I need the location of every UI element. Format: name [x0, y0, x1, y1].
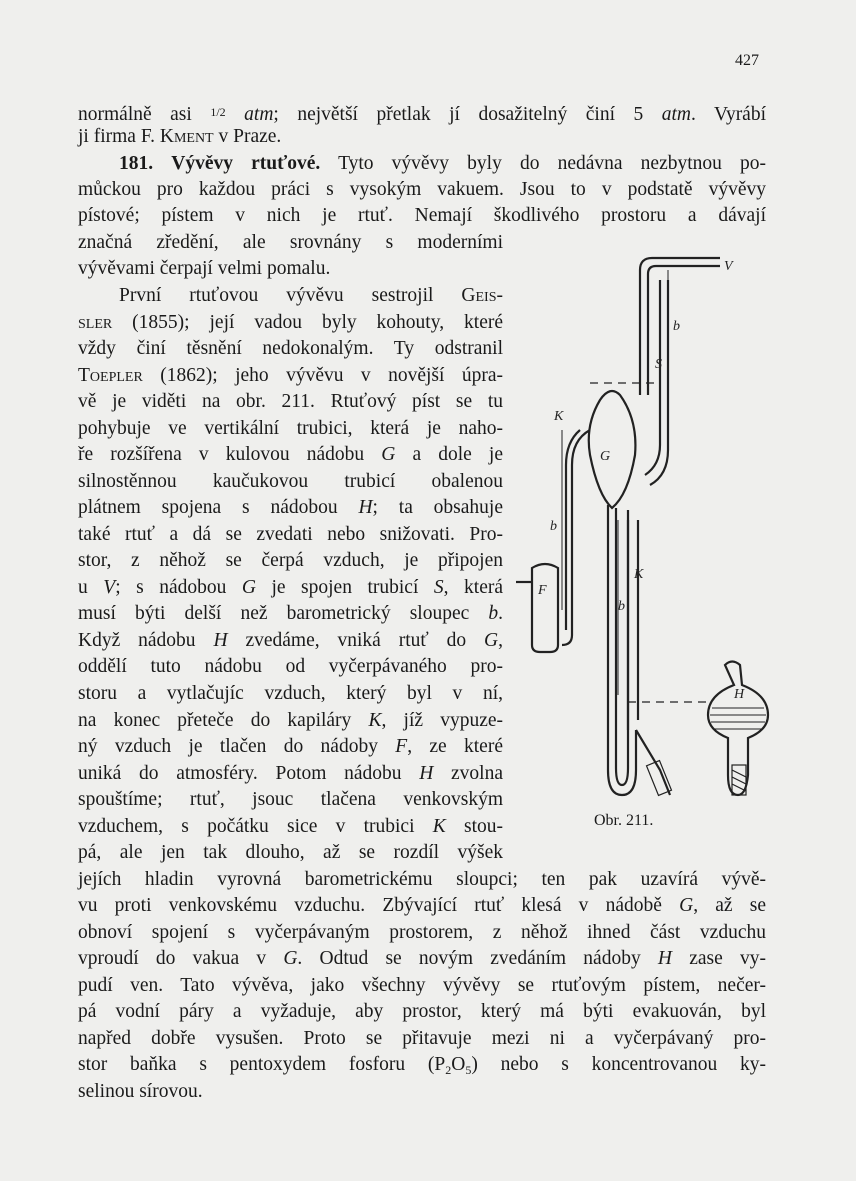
figure-toepler-pump: [510, 250, 810, 810]
figure-caption: Obr. 211.: [594, 812, 654, 829]
label-s: S: [655, 357, 662, 372]
text-line: pá, ale jen tak dlouho, až se rozdíl výšek: [78, 842, 503, 863]
text-line: také rtuť a dá se zvedati nebo snižovati. Pro-: [78, 524, 503, 545]
text-line: První rtuťovou vývěvu sestrojil Geis-: [119, 285, 503, 306]
text-line: pohybuje ve vertikální trubici, která je naho-: [78, 418, 503, 439]
text-line: vždy činí těsnění nedokonalým. Ty odstranil: [78, 338, 503, 359]
label-h: H: [734, 687, 745, 702]
section-heading-line: 181. Vývěvy rtuťové. Tyto vývěvy byly do nedávna nezbytnou po-: [119, 153, 767, 174]
text-line: musí býti delší než barometrický sloupec b.: [78, 603, 503, 624]
label-k-right: K: [634, 567, 644, 582]
text-line: napřed dobře vysušen. Proto se přitavuje mezi ni a vyčerpávaný pro-: [78, 1028, 766, 1049]
label-g: G: [600, 449, 611, 464]
text-line: pudí ven. Tato vývěva, jako všechny vývěvy se rtuťovým pístem, nečer-: [78, 975, 766, 996]
text-line: vproudí do vakua v G. Odtud se novým zvedáním nádoby H zase vy-: [78, 948, 766, 969]
label-v: V: [724, 259, 733, 274]
text-line: stor baňka s pentoxydem fosforu $(P_2O_5)$ nebo s koncentrovanou ky-: [78, 1054, 767, 1077]
text-line: pístové; pístem v nich je rtuť. Nemají škodlivého prostoru a dávají: [78, 205, 766, 226]
text-line: ný vzduch je tlačen do nádoby F, ze které: [78, 736, 503, 757]
pump-diagram: [510, 250, 810, 810]
text-line: Když nádobu H zvedáme, vniká rtuť do G,: [78, 630, 503, 651]
text-line: můckou pro každou práci s vysokým vakuem. Jsou to v podstatě vývěvy: [78, 179, 766, 200]
text-line: pá vodní páry a vyžaduje, aby prostor, který má býti evakuován, byl: [78, 1001, 766, 1022]
label-b-top: b: [673, 319, 680, 334]
label-k-left: K: [554, 409, 564, 424]
text-line: vzduchem, s počátku sice v trubici K stou-: [78, 816, 504, 837]
text-line: silnostěnnou kaučukovou trubicí obalenou: [78, 471, 503, 492]
text-line: ře rozšířena v kulovou nádobu G a dole je: [78, 444, 503, 465]
text-line: značná zředění, ale srovnány s moderními: [78, 232, 503, 253]
text-line: jejích hladin vyrovná barometrickému sloupci; ten pak uzavírá vývě-: [78, 869, 766, 890]
text-line: storu a vytlačujíc vzduch, který byl v ní,: [78, 683, 503, 704]
page-number: 427: [735, 52, 759, 69]
text-line: obnoví spojení s vyčerpávaným prostorem, z něhož ihned část vzduchu: [78, 922, 766, 943]
text-line: selinou sírovou.: [78, 1081, 203, 1102]
text-line: sler (1855); její vadou byly kohouty, které: [78, 312, 503, 333]
text-line: na konec přeteče do kapiláry K, jíž vypuze-: [78, 710, 504, 731]
text-line: stor, z něhož se čerpá vzduch, je připojen: [78, 550, 503, 571]
text-line: Toepler (1862); jeho vývěvu v novější úpra-: [78, 365, 503, 386]
text-line: u V; s nádobou G je spojen trubicí S, která: [78, 577, 503, 598]
text-line: vu proti venkovskému vzduchu. Zbývající rtuť klesá v nádobě G, až se: [78, 895, 766, 916]
label-b-right: b: [618, 599, 625, 614]
text-line: oddělí tuto nádobu od vyčerpávaného pro-: [78, 656, 503, 677]
text-line: plátnem spojena s nádobou H; ta obsahuje: [78, 497, 503, 518]
label-f: F: [538, 583, 547, 598]
text-line: normálně asi $^{1/2}$ atm; největší přetlak jí dosažitelný činí 5 atm. Vyrábí: [78, 104, 767, 125]
label-b-left: b: [550, 519, 557, 534]
text-line: ji firma F. Kment v Praze.: [78, 126, 282, 147]
text-line: vě je viděti na obr. 211. Rtuťový píst se tu: [78, 391, 503, 412]
text-line: uniká do atmosféry. Potom nádobu H zvolna: [78, 763, 503, 784]
text-line: vývěvami čerpají velmi pomalu.: [78, 258, 331, 279]
text-line: spouštíme; rtuť, jsouc tlačena venkovským: [78, 789, 503, 810]
